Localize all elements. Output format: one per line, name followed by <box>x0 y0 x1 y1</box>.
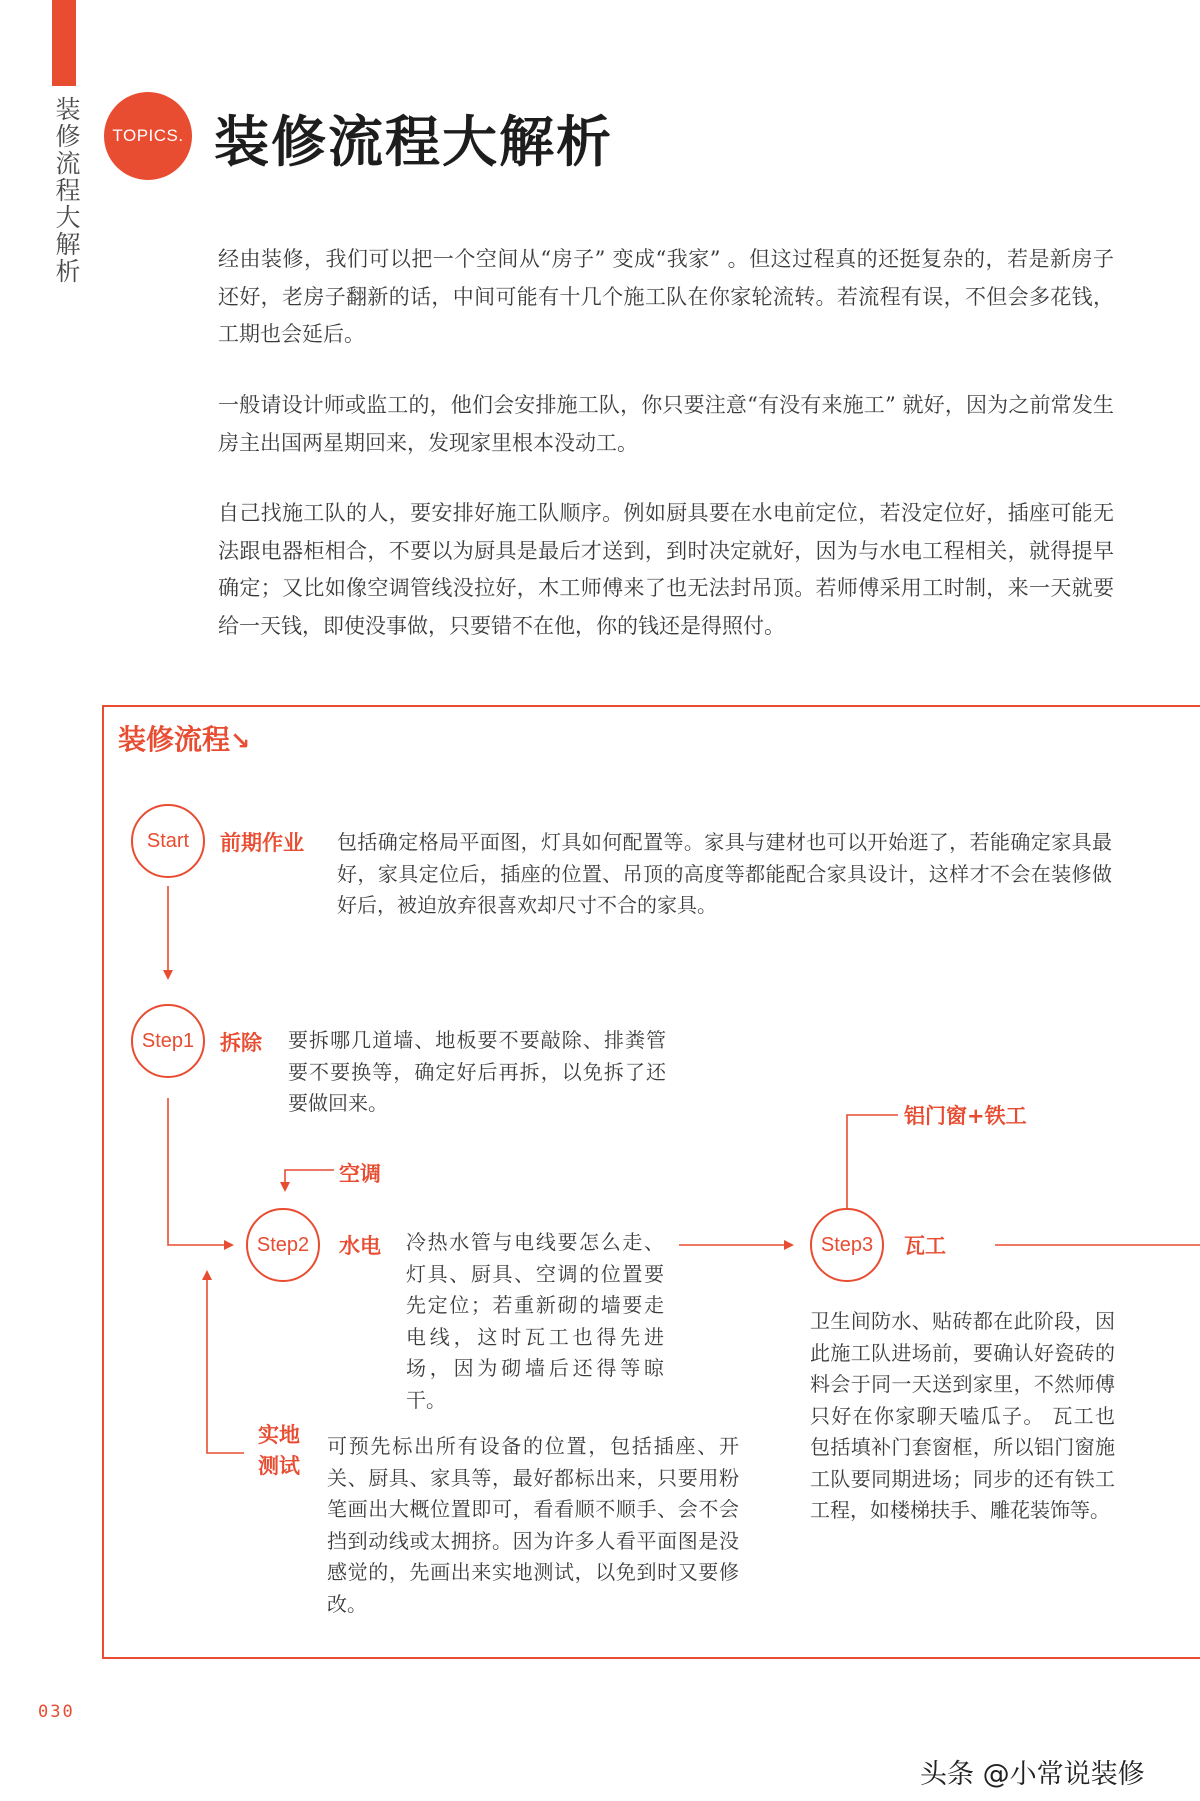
connector-step1-step2 <box>168 1098 232 1245</box>
watermark: 头条 @小常说装修 <box>920 1759 1145 1790</box>
start-description: 包括确定格局平面图，灯具如何配置等。家具与建材也可以开始逛了，若能确定家具最好，家具定位后，插座的位置、吊顶的高度等都能配合家具设计，这样才不会在装修做好后，被迫放弃很喜欢却尺寸不合的家具。 <box>337 830 1112 917</box>
intro-paragraph-1: 经由装修，我们可以把一个空间从“房子” 变成“我家” 。但这过程真的还挺复杂的，若是新房子还好，老房子翻新的话，中间可能有十几个施工队在你家轮流转。若流程有误，不但会多花钱，工期也会延后。 <box>218 247 1114 346</box>
step1-stage-label: 拆除 <box>220 1031 262 1055</box>
test-label-line1: 实地 <box>258 1423 300 1447</box>
test-description: 可预先标出所有设备的位置，包括插座、开关、厨具、家具等，最好都标出来，只要用粉笔画出大概位置即可，看看顺不顺手、会不会挡到动线或太拥挤。因为许多人看平面图是没感觉的，先画出来实地测试，以免到时又要修改。 <box>327 1434 739 1616</box>
connector-aircon-step2 <box>285 1170 334 1190</box>
connector-test-step2 <box>207 1272 244 1453</box>
arrow-down-right-icon: ↘ <box>230 727 251 755</box>
intro-paragraph-2: 一般请设计师或监工的，他们会安排施工队，你只要注意“有没有来施工” 就好，因为之前常发生房主出国两星期回来，发现家里根本没动工。 <box>218 393 1114 455</box>
step1-description: 要拆哪几道墙、地板要不要敲除、排粪管要不要换等，确定好后再拆，以免拆了还要做回来。 <box>288 1028 666 1115</box>
page-title: 装修流程大解析 <box>214 110 614 174</box>
step3-description: 卫生间防水、贴砖都在此阶段，因此施工队进场前，要确认好瓷砖的料会于同一天送到家里，不然师傅只好在你家聊天嗑瓜子。 瓦工也包括填补门套窗框，所以铝门窗施工队要同期进场；同步的还有铁工工程，如楼梯扶手、雕花装饰等。 <box>810 1309 1115 1522</box>
step1-circle: Step1 <box>131 1004 205 1078</box>
start-stage-label: 前期作业 <box>220 831 304 855</box>
test-label-line2: 测试 <box>258 1454 300 1478</box>
topics-badge: TOPICS. <box>104 92 192 180</box>
window-iron-label: 铝门窗+铁工 <box>904 1104 1027 1128</box>
flow-title-text: 装修流程 <box>118 723 231 756</box>
step2-circle: Step2 <box>246 1208 320 1282</box>
test-stage-label <box>258 1420 300 1482</box>
start-circle: Start <box>131 804 205 878</box>
connector-step3-window <box>847 1115 898 1208</box>
page-number: 030 <box>38 1702 75 1722</box>
step2-stage-label: 水电 <box>339 1234 381 1258</box>
side-vertical-label: 装修流程大解析 <box>52 96 81 285</box>
aircon-label: 空调 <box>339 1162 381 1186</box>
step2-description: 冷热水管与电线要怎么走、灯具、厨具、空调的位置要先定位；若重新砌的墙要走电线，这时瓦工也得先进场，因为砌墙后还得等晾干。 <box>406 1230 664 1412</box>
intro-paragraph-3: 自己找施工队的人，要安排好施工队顺序。例如厨具要在水电前定位，若没定位好，插座可能无法跟电器柜相合，不要以为厨具是最后才送到，到时决定就好，因为与水电工程相关，就得提早确定；又比如像空调管线没拉好，木工师傅来了也无法封吊顶。若师傅采用工时制，来一天就要给一天钱，即使没事做，只要错不在他，你的钱还是得照付。 <box>218 501 1114 638</box>
step3-stage-label: 瓦工 <box>904 1234 946 1258</box>
step3-circle: Step3 <box>810 1208 884 1282</box>
